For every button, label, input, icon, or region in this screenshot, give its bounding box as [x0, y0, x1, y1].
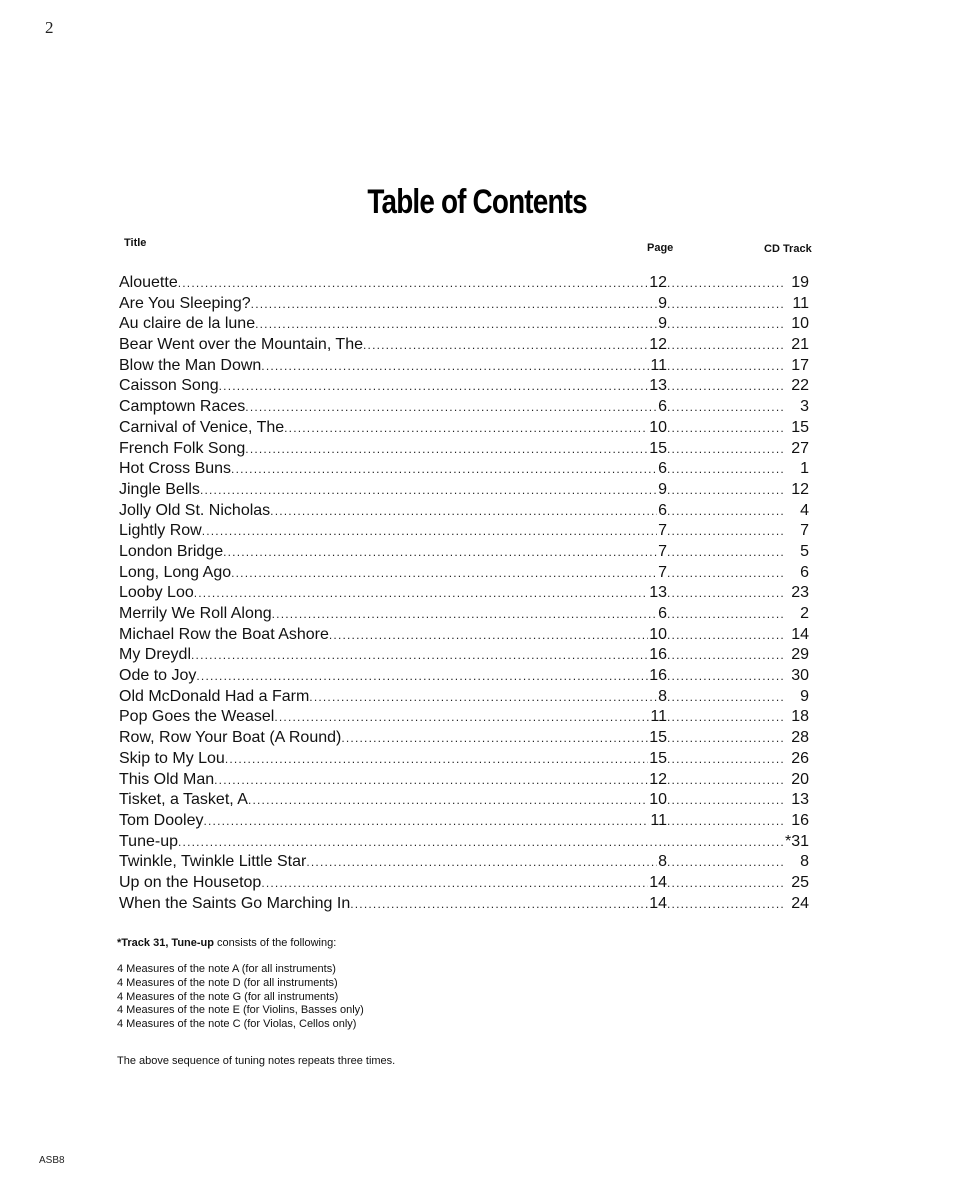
- toc-entry-title: Merrily We Roll Along: [119, 605, 272, 622]
- dot-leader: [667, 728, 785, 748]
- toc-entry-title: Alouette: [119, 274, 178, 291]
- toc-entry: [119, 439, 813, 460]
- tune-up-note-heading: [117, 937, 336, 949]
- dot-leader: [341, 728, 648, 748]
- repeat-note: The above sequence of tuning notes repeats three times.: [117, 1055, 396, 1067]
- toc-entry-title: Ode to Joy: [119, 667, 197, 685]
- toc-entry-page: 11: [650, 811, 667, 829]
- toc-entry-page: 13: [649, 377, 667, 395]
- toc-entry-title: Blow the Man Down: [119, 356, 262, 374]
- dot-leader: [667, 832, 785, 852]
- dot-leader: [667, 397, 785, 417]
- toc-entry-page: 13: [649, 584, 667, 602]
- toc-entry-page: 12: [649, 770, 667, 788]
- toc-entry-title: Jingle Bells: [119, 480, 200, 498]
- toc-entry-cd-track: 4: [800, 501, 809, 519]
- dot-leader: [255, 314, 657, 334]
- dot-leader: [245, 397, 657, 417]
- toc-entry-page: 6: [658, 501, 667, 519]
- toc-entry-cd-track: 3: [800, 398, 809, 416]
- toc-entry-title: Tisket, a Tasket, A: [119, 791, 248, 809]
- toc-entry-page: 15: [649, 439, 667, 457]
- toc-entry-title: Carnival of Venice, The: [119, 418, 285, 436]
- dot-leader: [200, 480, 657, 500]
- dot-leader: [223, 542, 657, 562]
- toc-entry-cd-track: 9: [800, 687, 809, 705]
- dot-leader: [194, 583, 648, 603]
- toc-entry-cd-track: 28: [791, 729, 809, 747]
- toc-entry: [119, 273, 813, 294]
- toc-entry: [119, 873, 813, 894]
- dot-leader: [178, 273, 648, 293]
- toc-entry-title: My Dreydl: [119, 646, 192, 664]
- toc-entry-cd-track: 17: [791, 356, 809, 374]
- dot-leader: [214, 770, 648, 790]
- toc-entry-cd-track: 27: [791, 439, 809, 457]
- dot-leader: [667, 625, 785, 645]
- toc-entry-cd-track: 21: [791, 336, 809, 354]
- dot-leader: [667, 707, 785, 727]
- toc-entry-page: 11: [650, 708, 667, 726]
- toc-entry-page: 9: [658, 480, 667, 498]
- toc-entry-page: 12: [649, 274, 667, 291]
- dot-leader: [667, 314, 785, 334]
- toc-entry-title: Tune-up: [119, 832, 178, 850]
- dot-leader: [272, 604, 657, 624]
- dot-leader: [196, 666, 648, 686]
- toc-entry-cd-track: 13: [791, 791, 809, 809]
- dot-leader: [350, 894, 648, 914]
- tune-up-note-rest: consists of the following:: [214, 937, 337, 949]
- dot-leader: [667, 604, 785, 624]
- toc-entry-cd-track: 15: [791, 418, 809, 436]
- toc-entry-cd-track: 22: [791, 377, 809, 395]
- toc-entry-page: 6: [658, 398, 667, 416]
- toc-entry-cd-track: 24: [791, 894, 809, 912]
- dot-leader: [667, 749, 785, 769]
- tuning-note-line: 4 Measures of the note G (for all instruments): [117, 990, 339, 1003]
- toc-entry-page: 7: [658, 563, 667, 581]
- toc-entry-page: 16: [649, 667, 667, 685]
- toc-entry-page: 12: [649, 336, 667, 354]
- dot-leader: [667, 687, 785, 707]
- dot-leader: [261, 873, 648, 893]
- toc-entry-cd-track: 20: [791, 770, 809, 788]
- dot-leader: [261, 356, 649, 376]
- dot-leader: [667, 873, 785, 893]
- toc-entry-cd-track: 25: [791, 873, 809, 891]
- toc-entry: [119, 894, 813, 915]
- toc-entry: [119, 294, 813, 315]
- dot-leader: [667, 583, 785, 603]
- toc-entry: [119, 335, 813, 356]
- toc-entry-title: Pop Goes the Weasel: [119, 708, 275, 726]
- dot-leader: [363, 335, 648, 355]
- dot-leader: [231, 459, 657, 479]
- tuning-note-line: 4 Measures of the note D (for all instruments): [117, 976, 338, 989]
- toc-entry-title: Michael Row the Boat Ashore: [119, 625, 329, 643]
- dot-leader: [203, 811, 649, 831]
- toc-entry-cd-track: 16: [791, 811, 809, 829]
- footer-code: ASB8: [39, 1155, 65, 1166]
- toc-entry-title: Bear Went over the Mountain, The: [119, 336, 363, 354]
- toc-entry: [119, 749, 813, 770]
- dot-leader: [219, 376, 649, 396]
- toc-entry-cd-track: 12: [791, 480, 809, 498]
- toc-entry-page: 14: [649, 873, 667, 891]
- toc-entry: [119, 852, 813, 873]
- dot-leader: [667, 273, 785, 293]
- toc-entry: [119, 563, 813, 584]
- toc-entry: [119, 583, 813, 604]
- toc-entry: [119, 314, 813, 335]
- toc-entry: [119, 521, 813, 542]
- toc-entry-title: Old McDonald Had a Farm: [119, 687, 310, 705]
- dot-leader: [667, 376, 785, 396]
- dot-leader: [329, 625, 648, 645]
- toc-entry: [119, 645, 813, 666]
- toc-entry: [119, 542, 813, 563]
- toc-entry-cd-track: 26: [791, 749, 809, 767]
- toc-entry-title: Camptown Races: [119, 398, 246, 416]
- toc-entry: [119, 790, 813, 811]
- toc-entry-cd-track: 7: [800, 522, 809, 540]
- dot-leader: [309, 687, 657, 707]
- column-header-page: Page: [647, 242, 674, 254]
- toc-entry: [119, 687, 813, 708]
- page-title: Table of Contents: [367, 183, 587, 221]
- column-header-cd-track: CD Track: [764, 243, 812, 255]
- toc-entry-title: Twinkle, Twinkle Little Star: [119, 853, 307, 871]
- toc-entry-title: Row, Row Your Boat (A Round): [119, 729, 342, 747]
- toc-entry: [119, 832, 813, 853]
- dot-leader: [667, 418, 785, 438]
- dot-leader: [667, 501, 785, 521]
- dot-leader: [667, 894, 785, 914]
- toc-entry-title: Lightly Row: [119, 522, 202, 540]
- toc-entry-title: Up on the Housetop: [119, 873, 262, 891]
- toc-entry-page: 9: [658, 315, 667, 333]
- toc-entry-title: Tom Dooley: [119, 811, 204, 829]
- toc-entry-page: 16: [649, 646, 667, 664]
- toc-entry: [119, 356, 813, 377]
- toc-entry: [119, 811, 813, 832]
- toc-entry-title: Are You Sleeping?: [119, 294, 251, 312]
- toc-entry-title: London Bridge: [119, 542, 224, 560]
- dot-leader: [667, 666, 785, 686]
- toc-entry-cd-track: 8: [800, 853, 809, 871]
- toc-entry: [119, 707, 813, 728]
- toc-entry-page: 15: [649, 749, 667, 767]
- table-of-contents: [119, 273, 813, 914]
- toc-entry-title: Jolly Old St. Nicholas: [119, 501, 271, 519]
- toc-entry-title: Caisson Song: [119, 377, 219, 395]
- toc-entry-cd-track: 2: [800, 605, 809, 622]
- toc-entry: [119, 418, 813, 439]
- toc-entry-cd-track: 5: [800, 542, 809, 560]
- toc-entry-page: 6: [658, 605, 667, 622]
- dot-leader: [245, 439, 648, 459]
- dot-leader: [667, 563, 785, 583]
- toc-entry-page: 11: [650, 356, 667, 374]
- toc-entry-cd-track: 11: [792, 294, 809, 312]
- toc-entry-page: 9: [658, 294, 667, 312]
- toc-entry: [119, 376, 813, 397]
- toc-entry-page: 14: [649, 894, 667, 912]
- toc-entry-page: 6: [658, 460, 667, 478]
- dot-leader: [667, 770, 785, 790]
- toc-entry: [119, 397, 813, 418]
- page-number: 2: [45, 18, 54, 37]
- toc-entry-cd-track: 19: [791, 274, 809, 291]
- toc-entry: [119, 604, 813, 625]
- dot-leader: [251, 294, 657, 314]
- dot-leader: [248, 790, 648, 810]
- dot-leader: [667, 790, 785, 810]
- toc-entry-title: Looby Loo: [119, 584, 194, 602]
- toc-entry: [119, 501, 813, 522]
- toc-entry-cd-track: 23: [791, 584, 809, 602]
- dot-leader: [191, 645, 648, 665]
- toc-entry-cd-track: 14: [791, 625, 809, 643]
- dot-leader: [667, 852, 785, 872]
- toc-entry-page: 7: [658, 542, 667, 560]
- dot-leader: [667, 480, 785, 500]
- toc-entry-title: French Folk Song: [119, 439, 246, 457]
- toc-entry: [119, 666, 813, 687]
- dot-leader: [667, 459, 785, 479]
- dot-leader: [225, 749, 648, 769]
- toc-entry-page: 10: [649, 418, 667, 436]
- dot-leader: [306, 852, 657, 872]
- toc-entry: [119, 480, 813, 501]
- dot-leader: [202, 521, 657, 541]
- tuning-note-line: 4 Measures of the note E (for Violins, Basses only): [117, 1004, 364, 1017]
- dot-leader: [667, 439, 785, 459]
- toc-entry-title: Au claire de la lune: [119, 315, 256, 333]
- toc-entry-title: Skip to My Lou: [119, 749, 225, 767]
- toc-entry-cd-track: 10: [791, 315, 809, 333]
- toc-entry-page: 10: [649, 791, 667, 809]
- toc-entry-cd-track: 30: [791, 667, 809, 685]
- dot-leader: [231, 563, 657, 583]
- toc-entry-title: Hot Cross Buns: [119, 460, 232, 478]
- tuning-note-line: 4 Measures of the note C (for Violas, Cellos only): [117, 1018, 357, 1031]
- dot-leader: [667, 645, 785, 665]
- tune-up-note-bold: *Track 31, Tune-up: [117, 937, 214, 949]
- dot-leader: [667, 356, 785, 376]
- toc-entry-cd-track: 18: [791, 708, 809, 726]
- dot-leader: [667, 542, 785, 562]
- toc-entry-cd-track: 1: [800, 460, 809, 478]
- dot-leader: [667, 335, 785, 355]
- toc-entry-cd-track: *31: [785, 832, 810, 850]
- toc-entry-title: When the Saints Go Marching In: [119, 894, 351, 912]
- tuning-note-line: 4 Measures of the note A (for all instruments): [117, 963, 336, 975]
- tuning-notes-list: [117, 963, 364, 1032]
- dot-leader: [270, 501, 657, 521]
- toc-entry-page: 10: [649, 625, 667, 643]
- dot-leader: [284, 418, 648, 438]
- toc-entry: [119, 625, 813, 646]
- dot-leader: [667, 811, 785, 831]
- column-header-title: Title: [124, 237, 147, 249]
- toc-entry: [119, 770, 813, 791]
- toc-entry-page: 8: [658, 687, 667, 705]
- toc-entry-title: This Old Man: [119, 770, 215, 788]
- toc-entry-page: 7: [658, 522, 667, 540]
- toc-entry: [119, 728, 813, 749]
- toc-entry: [119, 459, 813, 480]
- dot-leader: [667, 294, 785, 314]
- toc-entry-title: Long, Long Ago: [119, 563, 232, 581]
- toc-entry-cd-track: 29: [791, 646, 809, 664]
- toc-entry-cd-track: 6: [800, 563, 809, 581]
- toc-entry-page: 8: [658, 853, 667, 871]
- dot-leader: [178, 832, 666, 852]
- dot-leader: [667, 521, 785, 541]
- dot-leader: [274, 707, 649, 727]
- toc-entry-page: 15: [649, 729, 667, 747]
